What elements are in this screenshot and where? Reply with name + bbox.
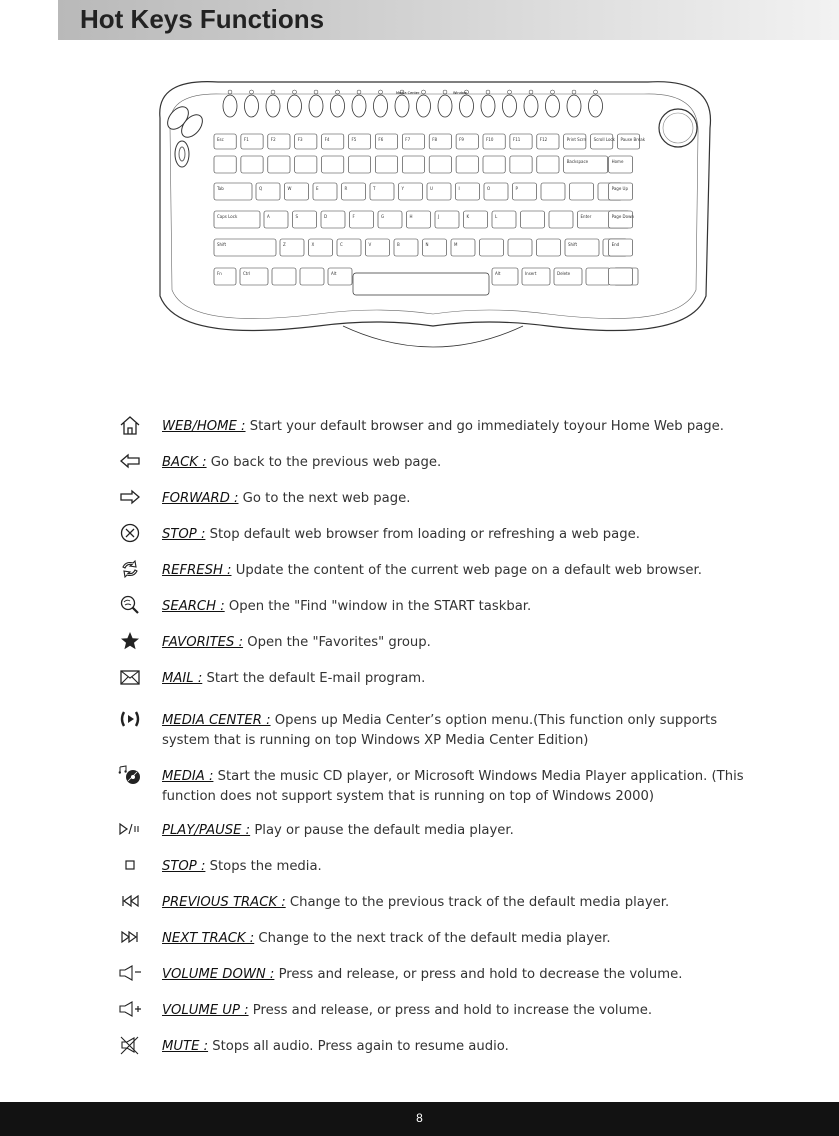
volume-up-icon (118, 997, 142, 1021)
arrow-key (609, 268, 633, 285)
keyboard-key-label: Alt (495, 271, 501, 276)
refresh-icon (118, 557, 142, 581)
stop-icon (118, 521, 142, 545)
hotkey-description: Play or pause the default media player. (250, 823, 514, 838)
keyboard-key-label: F6 (378, 137, 384, 142)
hotkey-button (395, 95, 409, 117)
keyboard-key-label: Ctrl (243, 271, 251, 276)
hotkey-button (546, 95, 560, 117)
keyboard-key-label: Z (283, 242, 286, 247)
hotkey-description: Start the music CD player, or Microsoft Windows Media Player application. (This function does not support system that is running on top of Windows 2000) (162, 769, 744, 804)
hotkey-button (288, 95, 302, 117)
keyboard-key-label: U (430, 186, 433, 191)
number-key (349, 156, 371, 173)
hotkey-label: WEB/HOME : (162, 419, 246, 434)
hotkey-description: Stops the media. (205, 859, 322, 874)
keyboard-key-label: Alt (331, 271, 337, 276)
hotkey-label: STOP : (162, 527, 206, 542)
keyboard-key-label: V (368, 242, 372, 247)
keyboard-key-label: Pause Break (620, 137, 646, 142)
hotkey-button (438, 95, 452, 117)
punctuation-key (508, 239, 532, 256)
number-key (483, 156, 505, 173)
hotkey-label: PREVIOUS TRACK : (162, 895, 286, 910)
hotkey-description: Go to the next web page. (238, 491, 411, 506)
keyboard-key-label: Caps Lock (217, 214, 238, 219)
keyboard-key-label: I (458, 186, 460, 191)
keyboard-key-label: F (352, 214, 355, 219)
hotkey-button (524, 95, 538, 117)
keyboard-key-label: Insert (525, 271, 537, 276)
keyboard-key-label: Shift (217, 242, 227, 247)
number-key (268, 156, 290, 173)
keyboard-key-label: End (611, 242, 620, 247)
number-key (537, 156, 559, 173)
keyboard-key-label: Esc (217, 137, 224, 142)
keyboard-key-label: F7 (405, 137, 411, 142)
volume-down-icon (118, 961, 142, 985)
keyboard-key-label: G (381, 214, 385, 219)
media-center-icon (118, 707, 142, 731)
hotkey-description: Press and release, or press and hold to increase the volume. (248, 1003, 653, 1018)
keyboard-key-label: N (425, 242, 429, 247)
arrow-key (586, 268, 610, 285)
hotkey-label: PLAY/PAUSE : (162, 823, 251, 838)
keyboard-key-label: S (295, 214, 299, 219)
keyboard-key-label: O (487, 186, 491, 191)
punctuation-key (480, 239, 504, 256)
keyboard-key-label: Backspace (566, 159, 589, 164)
keyboard-key-label: W (287, 186, 292, 191)
hotkey-label: FAVORITES : (162, 635, 244, 650)
hotkey-label: BACK : (162, 455, 207, 470)
keyboard-key-label: Tab (217, 186, 224, 191)
hotkey-button (266, 95, 280, 117)
hotkey-description: Open the "Favorites" group. (243, 635, 431, 650)
hotkey-description: Go back to the previous web page. (206, 455, 442, 470)
windows-key (300, 268, 324, 285)
hotkey-label: FORWARD : (162, 491, 239, 506)
back-arrow-icon (118, 449, 142, 473)
hotkey-label: REFRESH : (162, 563, 232, 578)
keyboard-key-label: A (267, 214, 270, 219)
keyboard-key-label: Enter (580, 214, 592, 219)
keyboard-key-label: F1 (243, 137, 249, 142)
keyboard-key-label: Print Scrn (566, 137, 587, 142)
keyboard-key-label: D (324, 214, 328, 219)
hotkey-description: Stops all audio. Press again to resume audio. (208, 1039, 509, 1054)
keyboard-key-label: H (409, 214, 413, 219)
keyboard-key-label: F12 (539, 137, 548, 142)
top-key-label: Window (453, 91, 467, 95)
hotkey-label: STOP : (162, 859, 206, 874)
keyboard-key-label: Q (259, 186, 263, 191)
semicolon-key (521, 211, 545, 228)
number-key (322, 156, 344, 173)
hotkey-description: Press and release, or press and hold to decrease the volume. (274, 967, 683, 982)
hotkey-description: Open the "Find "window in the START taskbar. (224, 599, 532, 614)
hotkey-description: Start your default browser and go immediately toyour Home Web page. (245, 419, 724, 434)
punctuation-key (537, 239, 561, 256)
hotkey-button (460, 95, 474, 117)
hotkey-description: Change to the next track of the default media player. (254, 931, 611, 946)
next-track-icon (118, 925, 142, 949)
keyboard-key-label: X (311, 242, 315, 247)
keyboard-key-label: Scroll Lock (593, 137, 615, 142)
number-key (510, 156, 532, 173)
keyboard-key-label: J (438, 214, 440, 219)
media-center-key-label: Media Center (396, 91, 420, 95)
hotkey-label: MUTE : (162, 1039, 209, 1054)
keyboard-key-label: F4 (324, 137, 330, 142)
bracket-key (570, 183, 594, 200)
hotkey-label: MEDIA : (162, 769, 214, 784)
hotkey-label: MEDIA CENTER : (162, 713, 271, 728)
keyboard-key-label: Home (611, 159, 624, 164)
keyboard-key-label: Shift (568, 242, 578, 247)
keyboard-key-label: C (340, 242, 343, 247)
hotkey-label: NEXT TRACK : (162, 931, 255, 946)
keyboard-key-label: Y (401, 186, 404, 191)
play-pause-icon (118, 817, 142, 841)
hotkey-description: Stop default web browser from loading or refreshing a web page. (205, 527, 640, 542)
keyboard-illustration (148, 68, 718, 360)
hotkey-label: SEARCH : (162, 599, 225, 614)
hotkey-button (567, 95, 581, 117)
hotkey-button (503, 95, 517, 117)
keyboard-key-label: F5 (351, 137, 357, 142)
hotkey-description: Change to the previous track of the default media player. (285, 895, 670, 910)
search-icon (118, 593, 142, 617)
number-key (241, 156, 263, 173)
keyboard-key-label: Page Up (611, 186, 629, 191)
favorites-star-icon (118, 629, 142, 653)
keyboard-key-label: F8 (432, 137, 438, 142)
number-key (402, 156, 424, 173)
number-key (456, 156, 478, 173)
keyboard-key-label: Delete (557, 271, 571, 276)
home-icon (118, 413, 142, 437)
hotkey-button (331, 95, 345, 117)
keyboard-key-label: E (316, 186, 319, 191)
hotkey-button (223, 95, 237, 117)
forward-arrow-icon (118, 485, 142, 509)
stop-media-icon (118, 853, 142, 877)
keyboard-key-label: K (466, 214, 470, 219)
keyboard-key-label: F2 (270, 137, 276, 142)
hotkey-label: VOLUME DOWN : (162, 967, 275, 982)
keyboard-key-label: F9 (459, 137, 464, 142)
number-key (375, 156, 397, 173)
keyboard-key-label: F3 (297, 137, 303, 142)
hotkey-button (245, 95, 259, 117)
keyboard-key-label: T (373, 186, 376, 191)
hotkey-button (352, 95, 366, 117)
windows-key (272, 268, 296, 285)
media-icon (118, 763, 142, 787)
previous-track-icon (118, 889, 142, 913)
page-number: 8 (416, 1111, 423, 1125)
hotkey-button (589, 95, 603, 117)
hotkey-button (417, 95, 431, 117)
page-title: Hot Keys Functions (80, 4, 325, 34)
number-key (429, 156, 451, 173)
quote-key (549, 211, 573, 228)
mute-icon (118, 1033, 142, 1057)
page-footer (0, 1102, 839, 1136)
hotkey-description: Update the content of the current web page on a default web browser. (231, 563, 702, 578)
keyboard-key-label: F10 (486, 137, 494, 142)
hotkey-description: Start the default E-mail program. (202, 671, 426, 686)
hotkey-description: Opens up Media Center’s option menu.(This function only supports system that is running on top Windows XP Media Center Edition) (162, 713, 718, 748)
hotkey-label: MAIL : (162, 671, 203, 686)
keyboard-key-label: M (454, 242, 458, 247)
bracket-key (541, 183, 565, 200)
keyboard-key-label: Fn (217, 271, 222, 276)
keyboard-key-label: Page Down (611, 214, 634, 219)
mail-icon (118, 665, 142, 689)
hotkey-button (481, 95, 495, 117)
hotkey-button (374, 95, 388, 117)
number-key (295, 156, 317, 173)
hotkey-button (309, 95, 323, 117)
keyboard-key-label: P (515, 186, 518, 191)
keyboard-key-label: R (344, 186, 348, 191)
keyboard-key-label: B (397, 242, 400, 247)
keyboard-key-label: L (495, 214, 498, 219)
hotkey-label: VOLUME UP : (162, 1003, 249, 1018)
keyboard-key-label: F11 (512, 137, 521, 142)
number-key (214, 156, 236, 173)
